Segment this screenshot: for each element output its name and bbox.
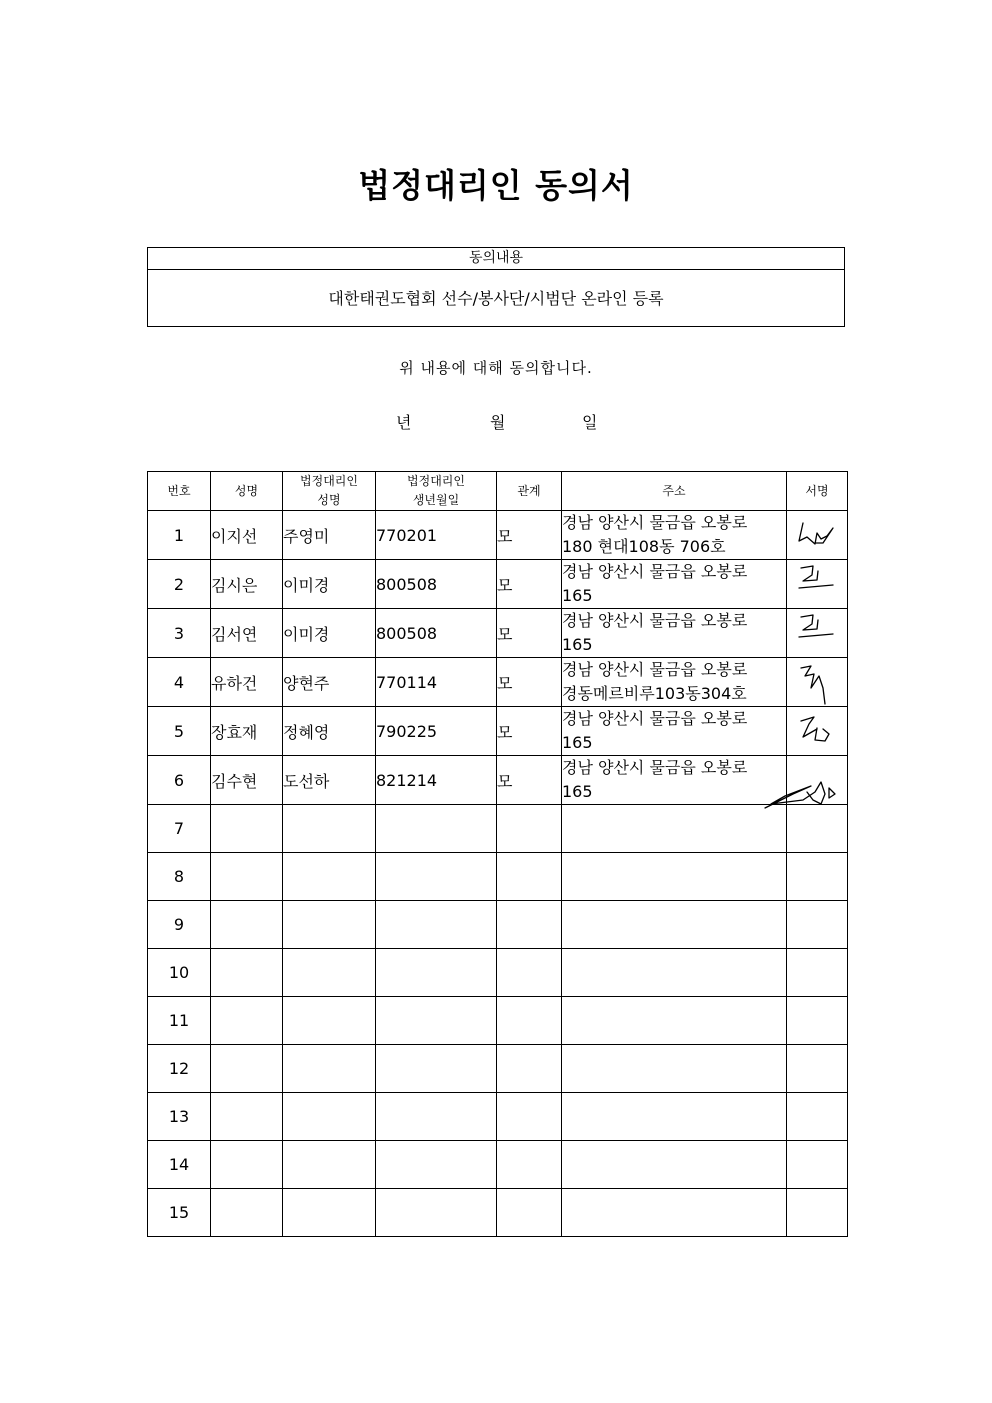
cell-guardian: 양현주 <box>283 658 376 707</box>
cell-no: 2 <box>148 560 211 609</box>
address-line2: 경동메르비루103동304호 <box>562 684 747 703</box>
table-header-row <box>148 472 848 511</box>
cell-signature <box>787 756 848 805</box>
cell-signature <box>787 560 848 609</box>
cell-birth <box>376 997 497 1045</box>
cell-birth <box>376 853 497 901</box>
cell-address <box>562 1093 787 1141</box>
consent-header: 동의내용 <box>148 248 844 270</box>
consent-content: 대한태권도협회 선수/봉사단/시범단 온라인 등록 <box>328 289 664 308</box>
cell-guardian <box>283 1045 376 1093</box>
cell-name <box>211 997 283 1045</box>
cell-birth: 770201 <box>376 511 497 560</box>
header-name: 성명 <box>211 472 283 511</box>
header-guardian-birth-line1: 법정대리인 <box>407 474 465 488</box>
signature-stroke <box>799 615 833 637</box>
cell-no: 11 <box>148 997 211 1045</box>
header-guardian-name-line2: 성명 <box>317 493 341 507</box>
cell-signature <box>787 1045 848 1093</box>
cell-birth: 770114 <box>376 658 497 707</box>
cell-name <box>211 949 283 997</box>
table-row <box>148 853 848 901</box>
table-row <box>148 1093 848 1141</box>
cell-address <box>562 949 787 997</box>
cell-signature <box>787 1093 848 1141</box>
cell-address <box>562 609 787 658</box>
consent-box <box>147 247 845 327</box>
cell-name: 장효재 <box>211 707 283 756</box>
cell-address <box>562 805 787 853</box>
address-line1: 경남 양산시 물금읍 오봉로 <box>562 562 748 581</box>
cell-no: 7 <box>148 805 211 853</box>
cell-signature <box>787 1189 848 1237</box>
signature-stroke <box>801 717 829 741</box>
cell-name <box>211 805 283 853</box>
cell-name: 이지선 <box>211 511 283 560</box>
cell-relation: 모 <box>497 511 562 560</box>
address-line1: 경남 양산시 물금읍 오봉로 <box>562 660 748 679</box>
cell-relation: 모 <box>497 658 562 707</box>
cell-address <box>562 853 787 901</box>
cell-signature <box>787 901 848 949</box>
table-row <box>148 707 848 756</box>
cell-birth <box>376 1189 497 1237</box>
cell-birth: 800508 <box>376 609 497 658</box>
address-line2: 165 <box>562 635 593 654</box>
cell-relation <box>497 853 562 901</box>
cell-address <box>562 901 787 949</box>
cell-guardian: 정혜영 <box>283 707 376 756</box>
cell-no: 9 <box>148 901 211 949</box>
signature-1-drawing <box>787 511 847 559</box>
date-year-label: 년 <box>396 413 412 432</box>
cell-name <box>211 901 283 949</box>
cell-address <box>562 756 787 805</box>
cell-guardian <box>283 997 376 1045</box>
cell-guardian: 이미경 <box>283 560 376 609</box>
cell-relation <box>497 805 562 853</box>
cell-name <box>211 1189 283 1237</box>
header-guardian-birth-line2: 생년월일 <box>412 493 460 507</box>
table-row <box>148 560 848 609</box>
address-line2: 165 <box>562 782 593 801</box>
signature-stroke <box>799 566 833 588</box>
cell-address <box>562 560 787 609</box>
cell-guardian <box>283 1093 376 1141</box>
table-row <box>148 949 848 997</box>
page-title: 법정대리인 동의서 <box>358 166 634 205</box>
signature-stroke <box>799 523 833 544</box>
table-row <box>148 658 848 707</box>
agree-statement: 위 내용에 대해 동의합니다. <box>399 359 593 377</box>
table-row <box>148 1189 848 1237</box>
cell-no: 6 <box>148 756 211 805</box>
cell-guardian <box>283 901 376 949</box>
cell-signature <box>787 511 848 560</box>
cell-address <box>562 511 787 560</box>
cell-guardian <box>283 1141 376 1189</box>
header-guardian-name-line1: 법정대리인 <box>300 474 358 488</box>
cell-guardian <box>283 1189 376 1237</box>
cell-no: 10 <box>148 949 211 997</box>
cell-relation: 모 <box>497 707 562 756</box>
date-month-label: 월 <box>490 413 506 432</box>
signature-2-drawing <box>787 560 847 608</box>
cell-birth <box>376 949 497 997</box>
signature-6-drawing <box>763 756 823 804</box>
cell-address <box>562 658 787 707</box>
date-day-label: 일 <box>582 413 598 432</box>
cell-no: 4 <box>148 658 211 707</box>
cell-signature <box>787 949 848 997</box>
table-row <box>148 1045 848 1093</box>
cell-guardian <box>283 949 376 997</box>
address-line1: 경남 양산시 물금읍 오봉로 <box>562 513 748 532</box>
cell-address <box>562 707 787 756</box>
table-row <box>148 609 848 658</box>
cell-birth <box>376 805 497 853</box>
cell-relation <box>497 901 562 949</box>
address-line1: 경남 양산시 물금읍 오봉로 <box>562 758 748 777</box>
cell-guardian: 이미경 <box>283 609 376 658</box>
cell-relation <box>497 949 562 997</box>
table-row <box>148 901 848 949</box>
cell-no: 13 <box>148 1093 211 1141</box>
header-no: 번호 <box>148 472 211 511</box>
cell-no: 14 <box>148 1141 211 1189</box>
header-guardian-birth <box>376 472 497 511</box>
cell-relation: 모 <box>497 609 562 658</box>
cell-signature <box>787 805 848 853</box>
cell-relation <box>497 1093 562 1141</box>
cell-signature <box>787 609 848 658</box>
cell-birth: 790225 <box>376 707 497 756</box>
cell-no: 3 <box>148 609 211 658</box>
cell-signature <box>787 658 848 707</box>
cell-birth: 800508 <box>376 560 497 609</box>
cell-no: 15 <box>148 1189 211 1237</box>
cell-name: 김서연 <box>211 609 283 658</box>
table-row <box>148 1141 848 1189</box>
cell-name: 김시은 <box>211 560 283 609</box>
cell-no: 8 <box>148 853 211 901</box>
cell-guardian <box>283 805 376 853</box>
cell-name: 김수현 <box>211 756 283 805</box>
header-address: 주소 <box>562 472 787 511</box>
signature-5-drawing <box>787 707 847 755</box>
cell-name <box>211 1045 283 1093</box>
table-body <box>148 511 848 1237</box>
registration-table <box>147 471 848 1237</box>
cell-no: 1 <box>148 511 211 560</box>
table-row <box>148 805 848 853</box>
cell-signature <box>787 997 848 1045</box>
header-relation: 관계 <box>497 472 562 511</box>
address-line1: 경남 양산시 물금읍 오봉로 <box>562 611 748 630</box>
cell-birth: 821214 <box>376 756 497 805</box>
signature-4-drawing <box>787 658 847 706</box>
cell-birth <box>376 1093 497 1141</box>
cell-name <box>211 1093 283 1141</box>
cell-address <box>562 1045 787 1093</box>
signature-stroke <box>801 666 825 704</box>
address-line2: 165 <box>562 586 593 605</box>
address-line2: 180 현대108동 706호 <box>562 537 726 556</box>
header-guardian-name <box>283 472 376 511</box>
cell-relation <box>497 1189 562 1237</box>
cell-birth <box>376 1141 497 1189</box>
cell-birth <box>376 1045 497 1093</box>
cell-relation: 모 <box>497 756 562 805</box>
cell-signature <box>787 1141 848 1189</box>
cell-name <box>211 853 283 901</box>
cell-signature <box>787 853 848 901</box>
cell-guardian: 도선하 <box>283 756 376 805</box>
table-row <box>148 997 848 1045</box>
signature-3-drawing <box>787 609 847 657</box>
cell-no: 12 <box>148 1045 211 1093</box>
cell-relation <box>497 997 562 1045</box>
table-row <box>148 511 848 560</box>
cell-signature <box>787 707 848 756</box>
cell-name: 유하건 <box>211 658 283 707</box>
cell-address <box>562 1141 787 1189</box>
address-line2: 165 <box>562 733 593 752</box>
cell-address <box>562 997 787 1045</box>
address-line1: 경남 양산시 물금읍 오봉로 <box>562 709 748 728</box>
cell-relation: 모 <box>497 560 562 609</box>
cell-relation <box>497 1141 562 1189</box>
cell-no: 5 <box>148 707 211 756</box>
table-row <box>148 756 848 805</box>
cell-guardian <box>283 853 376 901</box>
cell-relation <box>497 1045 562 1093</box>
cell-guardian: 주영미 <box>283 511 376 560</box>
cell-address <box>562 1189 787 1237</box>
header-signature: 서명 <box>787 472 848 511</box>
cell-birth <box>376 901 497 949</box>
cell-name <box>211 1141 283 1189</box>
